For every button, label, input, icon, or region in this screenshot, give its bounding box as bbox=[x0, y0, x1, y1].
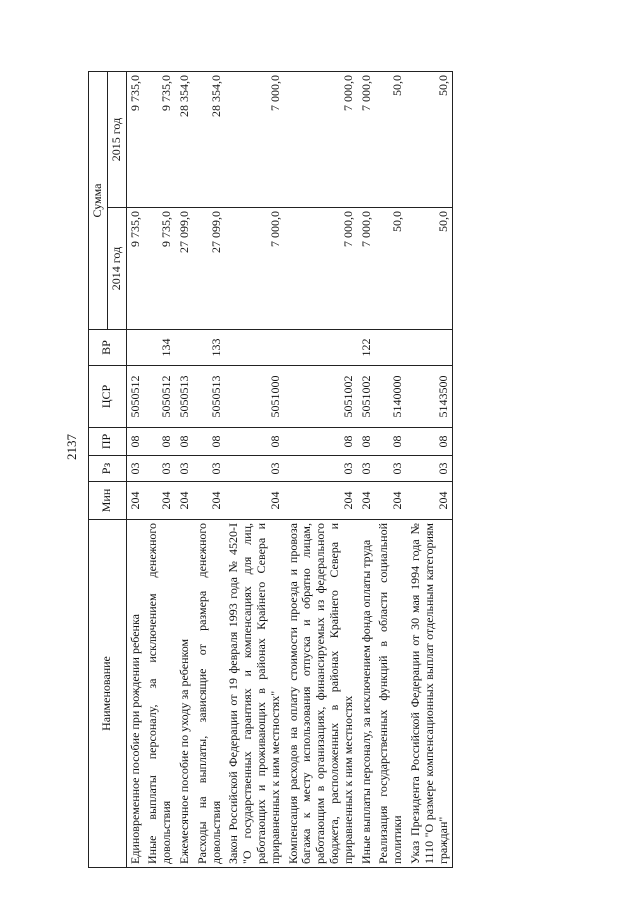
table-row bbox=[194, 71, 226, 867]
cell-csr: 5050512 bbox=[144, 366, 176, 428]
cell-pr: 08 bbox=[285, 428, 358, 456]
cell-min: 204 bbox=[358, 482, 376, 520]
cell-2015: 7 000,0 bbox=[285, 71, 358, 207]
cell-2014: 7 000,0 bbox=[358, 208, 376, 330]
cell-vr: 133 bbox=[194, 330, 226, 366]
cell-min: 204 bbox=[144, 482, 176, 520]
cell-2014: 9 735,0 bbox=[126, 208, 144, 330]
cell-rz: 03 bbox=[285, 456, 358, 482]
cell-vr bbox=[176, 330, 194, 366]
cell-vr bbox=[126, 330, 144, 366]
cell-pr: 08 bbox=[407, 428, 453, 456]
cell-rz: 03 bbox=[358, 456, 376, 482]
header-csr: ЦСР bbox=[89, 366, 127, 428]
cell-csr: 5050512 bbox=[126, 366, 144, 428]
cell-2014: 27 099,0 bbox=[176, 208, 194, 330]
cell-2014: 7 000,0 bbox=[285, 208, 358, 330]
cell-vr: 134 bbox=[144, 330, 176, 366]
cell-min: 204 bbox=[407, 482, 453, 520]
cell-name: Указ Президента Российской Федерации от 30 мая 1994 года № 1110 "О размере компенсационных выплат отдельным категориям граждан" bbox=[407, 520, 453, 868]
cell-name: Иные выплаты персоналу, за исключением денежного довольствия bbox=[144, 520, 176, 868]
table-header bbox=[89, 71, 127, 867]
table-row bbox=[176, 71, 194, 867]
cell-2015: 9 735,0 bbox=[126, 71, 144, 207]
cell-min: 204 bbox=[126, 482, 144, 520]
cell-2014: 7 000,0 bbox=[225, 208, 284, 330]
cell-vr bbox=[225, 330, 284, 366]
cell-csr: 5050513 bbox=[176, 366, 194, 428]
cell-rz: 03 bbox=[126, 456, 144, 482]
table-row bbox=[375, 71, 407, 867]
cell-pr: 08 bbox=[225, 428, 284, 456]
budget-table bbox=[88, 71, 453, 868]
header-sum: Сумма bbox=[89, 71, 108, 329]
cell-vr bbox=[375, 330, 407, 366]
page-number: 2137 bbox=[64, 434, 79, 460]
cell-2014: 50,0 bbox=[375, 208, 407, 330]
cell-min: 204 bbox=[375, 482, 407, 520]
cell-name: Единовременное пособие при рождении ребенка bbox=[126, 520, 144, 868]
cell-csr: 5143500 bbox=[407, 366, 453, 428]
cell-2015: 28 354,0 bbox=[194, 71, 226, 207]
cell-min: 204 bbox=[176, 482, 194, 520]
cell-2014: 9 735,0 bbox=[144, 208, 176, 330]
cell-vr: 122 bbox=[358, 330, 376, 366]
cell-name: Ежемесячное пособие по уходу за ребенком bbox=[176, 520, 194, 868]
cell-2014: 27 099,0 bbox=[194, 208, 226, 330]
cell-2015: 7 000,0 bbox=[225, 71, 284, 207]
header-rz: Рз bbox=[89, 456, 127, 482]
cell-rz: 03 bbox=[375, 456, 407, 482]
cell-name: Закон Российской Федерации от 19 февраля 1993 года № 4520-I "О государственных гарантиях и компенсациях для лиц, работающих и проживающих в районах Крайнего Севера и приравненных к ним местностях" bbox=[225, 520, 284, 868]
cell-pr: 08 bbox=[194, 428, 226, 456]
table-body bbox=[126, 71, 453, 867]
cell-name: Компенсация расходов на оплату стоимости проезда и провоза багажа к месту использования отпуска и обратно лицам, работающим в организациях, финансируемых из федерального бюджета, расположенных в районах Крайнего Севера и приравненных к ним местностях bbox=[285, 520, 358, 868]
cell-2015: 50,0 bbox=[375, 71, 407, 207]
header-pr: ПР bbox=[89, 428, 127, 456]
cell-csr: 5051000 bbox=[225, 366, 284, 428]
cell-min: 204 bbox=[285, 482, 358, 520]
cell-2015: 9 735,0 bbox=[144, 71, 176, 207]
cell-name: Реализация государственных функций в области социальной политики bbox=[375, 520, 407, 868]
cell-csr: 5140000 bbox=[375, 366, 407, 428]
cell-pr: 08 bbox=[144, 428, 176, 456]
table-row bbox=[126, 71, 144, 867]
table-row bbox=[225, 71, 284, 867]
cell-min: 204 bbox=[194, 482, 226, 520]
cell-csr: 5051002 bbox=[285, 366, 358, 428]
cell-rz: 03 bbox=[176, 456, 194, 482]
cell-rz: 03 bbox=[194, 456, 226, 482]
cell-csr: 5051002 bbox=[358, 366, 376, 428]
table-row bbox=[285, 71, 358, 867]
table-row bbox=[358, 71, 376, 867]
cell-vr bbox=[407, 330, 453, 366]
header-vr: ВР bbox=[89, 330, 127, 366]
cell-rz: 03 bbox=[225, 456, 284, 482]
cell-name: Расходы на выплаты, зависящие от размера денежного довольствия bbox=[194, 520, 226, 868]
cell-min: 204 bbox=[225, 482, 284, 520]
table-row bbox=[144, 71, 176, 867]
cell-name: Иные выплаты персоналу, за исключением фонда оплаты труда bbox=[358, 520, 376, 868]
cell-pr: 08 bbox=[176, 428, 194, 456]
header-2014: 2014 год bbox=[107, 208, 126, 330]
header-min: Мин bbox=[89, 482, 127, 520]
cell-2015: 28 354,0 bbox=[176, 71, 194, 207]
cell-2015: 50,0 bbox=[407, 71, 453, 207]
cell-pr: 08 bbox=[375, 428, 407, 456]
table-row bbox=[407, 71, 453, 867]
cell-vr bbox=[285, 330, 358, 366]
cell-2014: 50,0 bbox=[407, 208, 453, 330]
cell-pr: 08 bbox=[126, 428, 144, 456]
cell-pr: 08 bbox=[358, 428, 376, 456]
cell-csr: 5050513 bbox=[194, 366, 226, 428]
cell-2015: 7 000,0 bbox=[358, 71, 376, 207]
cell-rz: 03 bbox=[144, 456, 176, 482]
header-2015: 2015 год bbox=[107, 71, 126, 207]
cell-rz: 03 bbox=[407, 456, 453, 482]
header-name: Наименование bbox=[89, 520, 127, 868]
rotated-table-container bbox=[88, 72, 568, 868]
